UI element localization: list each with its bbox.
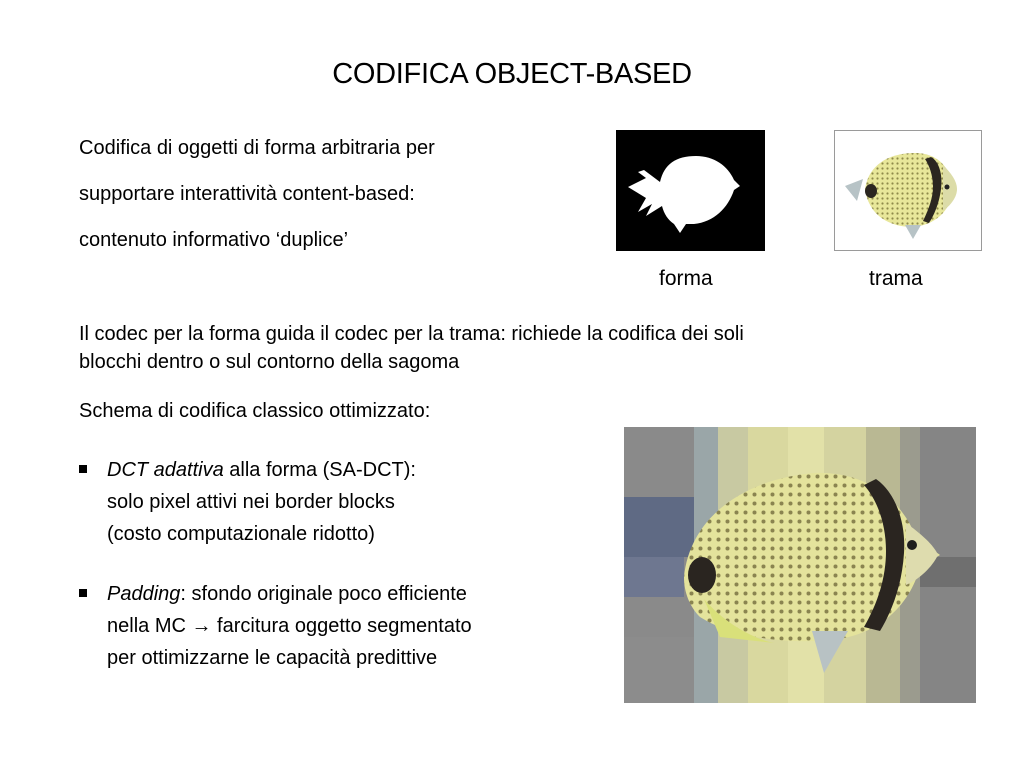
bullet-rest: : sfondo originale poco efficiente bbox=[180, 583, 467, 605]
codec-paragraph bbox=[79, 320, 979, 376]
bullet-text bbox=[107, 578, 472, 674]
bullet-line: nella MC → farcitura oggetto segmentato bbox=[107, 615, 472, 637]
fish-texture-icon bbox=[835, 131, 981, 250]
bullet-emphasis: Padding bbox=[107, 583, 181, 605]
bullet-line: solo pixel attivi nei border blocks bbox=[107, 491, 395, 513]
bullet-item-sa-dct bbox=[79, 454, 416, 550]
slide-title: CODIFICA OBJECT-BASED bbox=[332, 58, 692, 90]
padded-fish-icon bbox=[624, 427, 976, 703]
texture-image bbox=[834, 130, 982, 251]
shape-mask-image bbox=[616, 130, 765, 251]
codec-line: blocchi dentro o sul contorno della sagoma bbox=[79, 351, 460, 373]
fish-silhouette-icon bbox=[616, 130, 765, 251]
bullet-text bbox=[107, 454, 416, 550]
bullet-rest: alla forma (SA-DCT): bbox=[223, 459, 416, 481]
square-bullet-icon bbox=[79, 589, 87, 597]
bullet-line: per ottimizzarne le capacità predittive bbox=[107, 647, 438, 669]
padded-fish-image bbox=[624, 427, 976, 703]
intro-line: supportare interattività content-based: bbox=[79, 183, 415, 205]
caption-trama: trama bbox=[869, 267, 923, 290]
codec-line: Il codec per la forma guida il codec per la trama: richiede la codifica dei soli bbox=[79, 323, 744, 345]
bullet-emphasis: DCT adattiva bbox=[107, 459, 224, 481]
caption-forma: forma bbox=[659, 267, 713, 290]
intro-text bbox=[79, 133, 435, 271]
schema-heading: Schema di codifica classico ottimizzato: bbox=[79, 400, 431, 422]
intro-line: contenuto informativo ‘duplice’ bbox=[79, 229, 349, 251]
bullet-first-line bbox=[107, 454, 416, 486]
bullet-line: (costo computazionale ridotto) bbox=[107, 523, 375, 545]
bullet-first-line bbox=[107, 578, 472, 610]
square-bullet-icon bbox=[79, 465, 87, 473]
intro-line: Codifica di oggetti di forma arbitraria per bbox=[79, 137, 435, 159]
bullet-item-padding bbox=[79, 578, 472, 674]
